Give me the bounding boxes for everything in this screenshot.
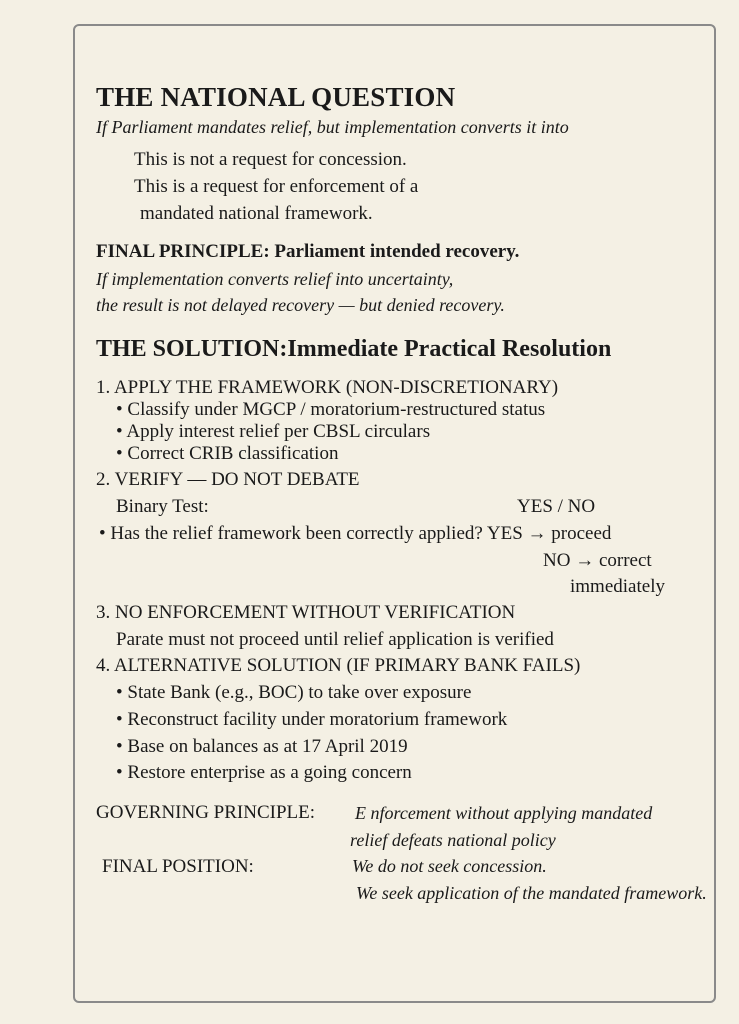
governing-principle-line: relief defeats national policy: [350, 830, 556, 850]
final-principle-line: If implementation converts relief into uncertainty,: [96, 269, 454, 289]
request-line: This is a request for enforcement of a: [134, 176, 419, 197]
final-principle-heading: FINAL PRINCIPLE: Parliament intended recovery.: [96, 241, 520, 262]
step4-bullet: • Restore enterprise as a going concern: [116, 762, 412, 783]
governing-principle-label: GOVERNING PRINCIPLE:: [96, 802, 316, 823]
verification-question: • Has the relief framework been correctly applied? YES → proceed: [99, 523, 612, 544]
step1-bullet: • Apply interest relief per CBSL circulars: [116, 421, 431, 442]
step3-text: Parate must not proceed until relief application is verified: [116, 629, 554, 650]
step1-bullet: • Correct CRIB classification: [116, 443, 339, 464]
subtitle: If Parliament mandates relief, but implementation converts it into: [96, 117, 569, 137]
step3-title: 3. NO ENFORCEMENT WITHOUT VERIFICATION: [96, 602, 516, 623]
request-line: This is not a request for concession.: [134, 149, 407, 170]
immediately-line: immediately: [570, 576, 665, 597]
final-principle-line: the result is not delayed recovery — but denied recovery.: [96, 295, 505, 315]
final-position-label: FINAL POSITION:: [102, 856, 254, 877]
step4-bullet: • Base on balances as at 17 April 2019: [116, 736, 408, 757]
binary-test-options: YES / NO: [517, 496, 596, 517]
step4-bullet: • State Bank (e.g., BOC) to take over exposure: [116, 682, 472, 703]
step2-title: 2. VERIFY — DO NOT DEBATE: [96, 469, 360, 490]
request-line: mandated national framework.: [140, 203, 373, 224]
no-correct-line: NO → correct: [543, 550, 652, 571]
solution-heading: THE SOLUTION:Immediate Practical Resolution: [96, 336, 612, 362]
step4-title: 4. ALTERNATIVE SOLUTION (IF PRIMARY BANK FAILS): [96, 655, 581, 676]
governing-principle-line: E nforcement without applying mandated: [355, 803, 653, 823]
step1-title: 1. APPLY THE FRAMEWORK (NON-DISCRETIONARY): [96, 377, 559, 398]
step1-bullet: • Classify under MGCP / moratorium-restructured status: [116, 399, 546, 420]
final-position-line: We do not seek concession.: [352, 856, 547, 876]
document-title: THE NATIONAL QUESTION: [96, 82, 456, 112]
final-position-line: We seek application of the mandated framework.: [356, 883, 707, 903]
binary-test-label: Binary Test:: [116, 496, 209, 517]
step4-bullet: • Reconstruct facility under moratorium framework: [116, 709, 508, 730]
